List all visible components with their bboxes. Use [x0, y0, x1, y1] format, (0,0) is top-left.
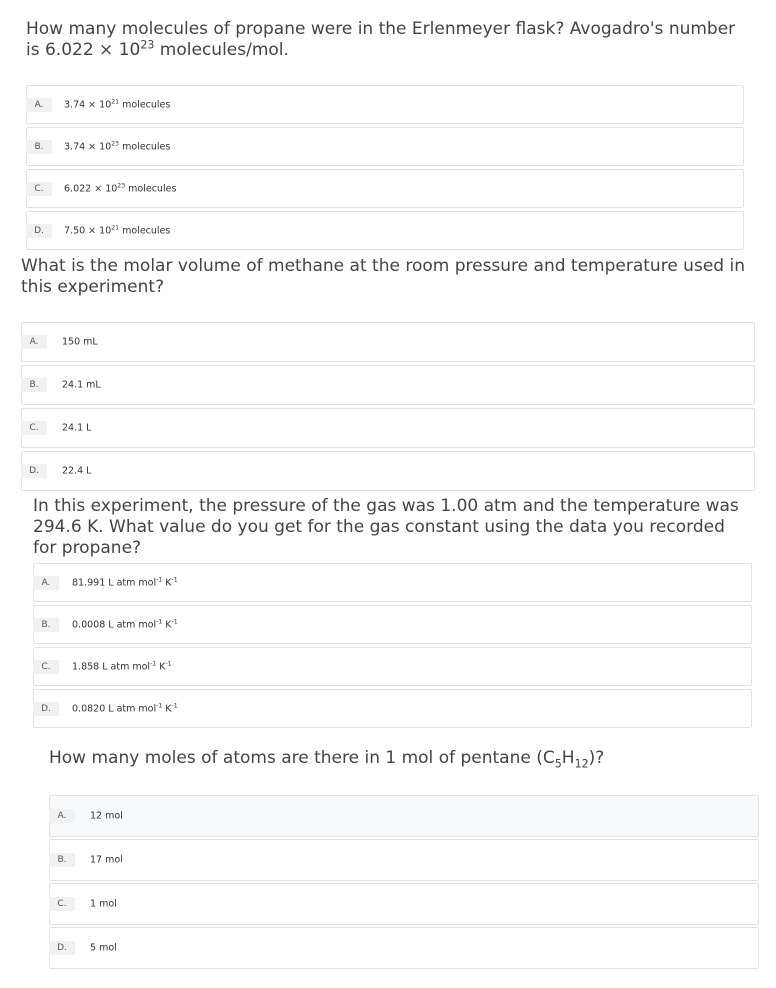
option-letter: D. — [33, 702, 59, 716]
option-text: 0.0820 L atm mol$^{-1}$ $K^{-1}$ — [72, 701, 178, 714]
option-text: 81.991 L atm mol$^{-1}$ $K^{-1}$ — [72, 575, 178, 588]
question-2-option-c[interactable] — [21, 408, 755, 448]
option-letter: A. — [21, 335, 47, 349]
question-4-option-a[interactable] — [49, 795, 759, 837]
question-4-option-d[interactable] — [49, 927, 759, 969]
question-2-options — [21, 322, 755, 494]
question-3-option-d[interactable] — [33, 689, 752, 728]
option-text: 5 mol — [90, 942, 117, 954]
question-1-option-a[interactable] — [26, 85, 744, 124]
option-letter: B. — [21, 378, 47, 392]
option-text: 24.1 L — [62, 422, 92, 434]
question-4-options — [49, 795, 759, 971]
question-1-prompt: How many molecules of propane were in the Erlenmeyer flask? Avogadro's number is $6.022 \times 10^{23}$ molecules/mol. — [26, 19, 736, 60]
option-letter: D. — [49, 941, 75, 955]
question-3-options — [33, 563, 752, 731]
question-4-prompt: How many moles of atoms are there in 1 mol of pentane $(C_5H_{12})$? — [49, 748, 605, 771]
option-text: 1.858 L atm mol$^{-1}$ $K^{-1}$ — [72, 659, 172, 672]
option-letter: C. — [33, 660, 59, 674]
option-text: 24.1 mL — [62, 379, 101, 391]
option-text: 150 mL — [62, 336, 98, 348]
question-3-option-b[interactable] — [33, 605, 752, 644]
option-letter: B. — [26, 140, 52, 154]
question-3-option-c[interactable] — [33, 647, 752, 686]
option-letter: A. — [26, 98, 52, 112]
question-3-option-a[interactable] — [33, 563, 752, 602]
question-2-option-a[interactable] — [21, 322, 755, 362]
question-3-prompt: In this experiment, the pressure of the gas was 1.00 atm and the temperature was 294.6 K. What value do you get for the gas constant using the data you recorded for propane? — [33, 496, 739, 558]
question-2-option-d[interactable] — [21, 451, 755, 491]
option-text: $6.022 \times 10^{23}$ molecules — [64, 181, 177, 194]
question-2-option-b[interactable] — [21, 365, 755, 405]
option-letter: C. — [26, 182, 52, 196]
option-letter: B. — [49, 853, 75, 867]
option-text: 22.4 L — [62, 465, 92, 477]
option-text: 0.0008 L atm mol$^{-1}$ $K^{-1}$ — [72, 617, 178, 630]
question-1-option-b[interactable] — [26, 127, 744, 166]
option-letter: B. — [33, 618, 59, 632]
option-letter: D. — [26, 224, 52, 238]
option-text: 17 mol — [90, 854, 123, 866]
option-text: $7.50 \times 10^{21}$ molecules — [64, 223, 171, 236]
question-4-option-b[interactable] — [49, 839, 759, 881]
question-1-options — [26, 85, 744, 253]
question-2-prompt: What is the molar volume of methane at the room pressure and temperature used in this experiment? — [21, 256, 745, 297]
question-1-option-d[interactable] — [26, 211, 744, 250]
option-letter: C. — [21, 421, 47, 435]
option-letter: A. — [49, 809, 75, 823]
option-letter: C. — [49, 897, 75, 911]
option-letter: A. — [33, 576, 59, 590]
option-text: 12 mol — [90, 810, 123, 822]
option-text: 1 mol — [90, 898, 117, 910]
option-letter: D. — [21, 464, 47, 478]
option-text: $3.74 \times 10^{23}$ molecules — [64, 139, 171, 152]
question-4-option-c[interactable] — [49, 883, 759, 925]
option-text: $3.74 \times 10^{21}$ molecules — [64, 97, 171, 110]
question-1-option-c[interactable] — [26, 169, 744, 208]
